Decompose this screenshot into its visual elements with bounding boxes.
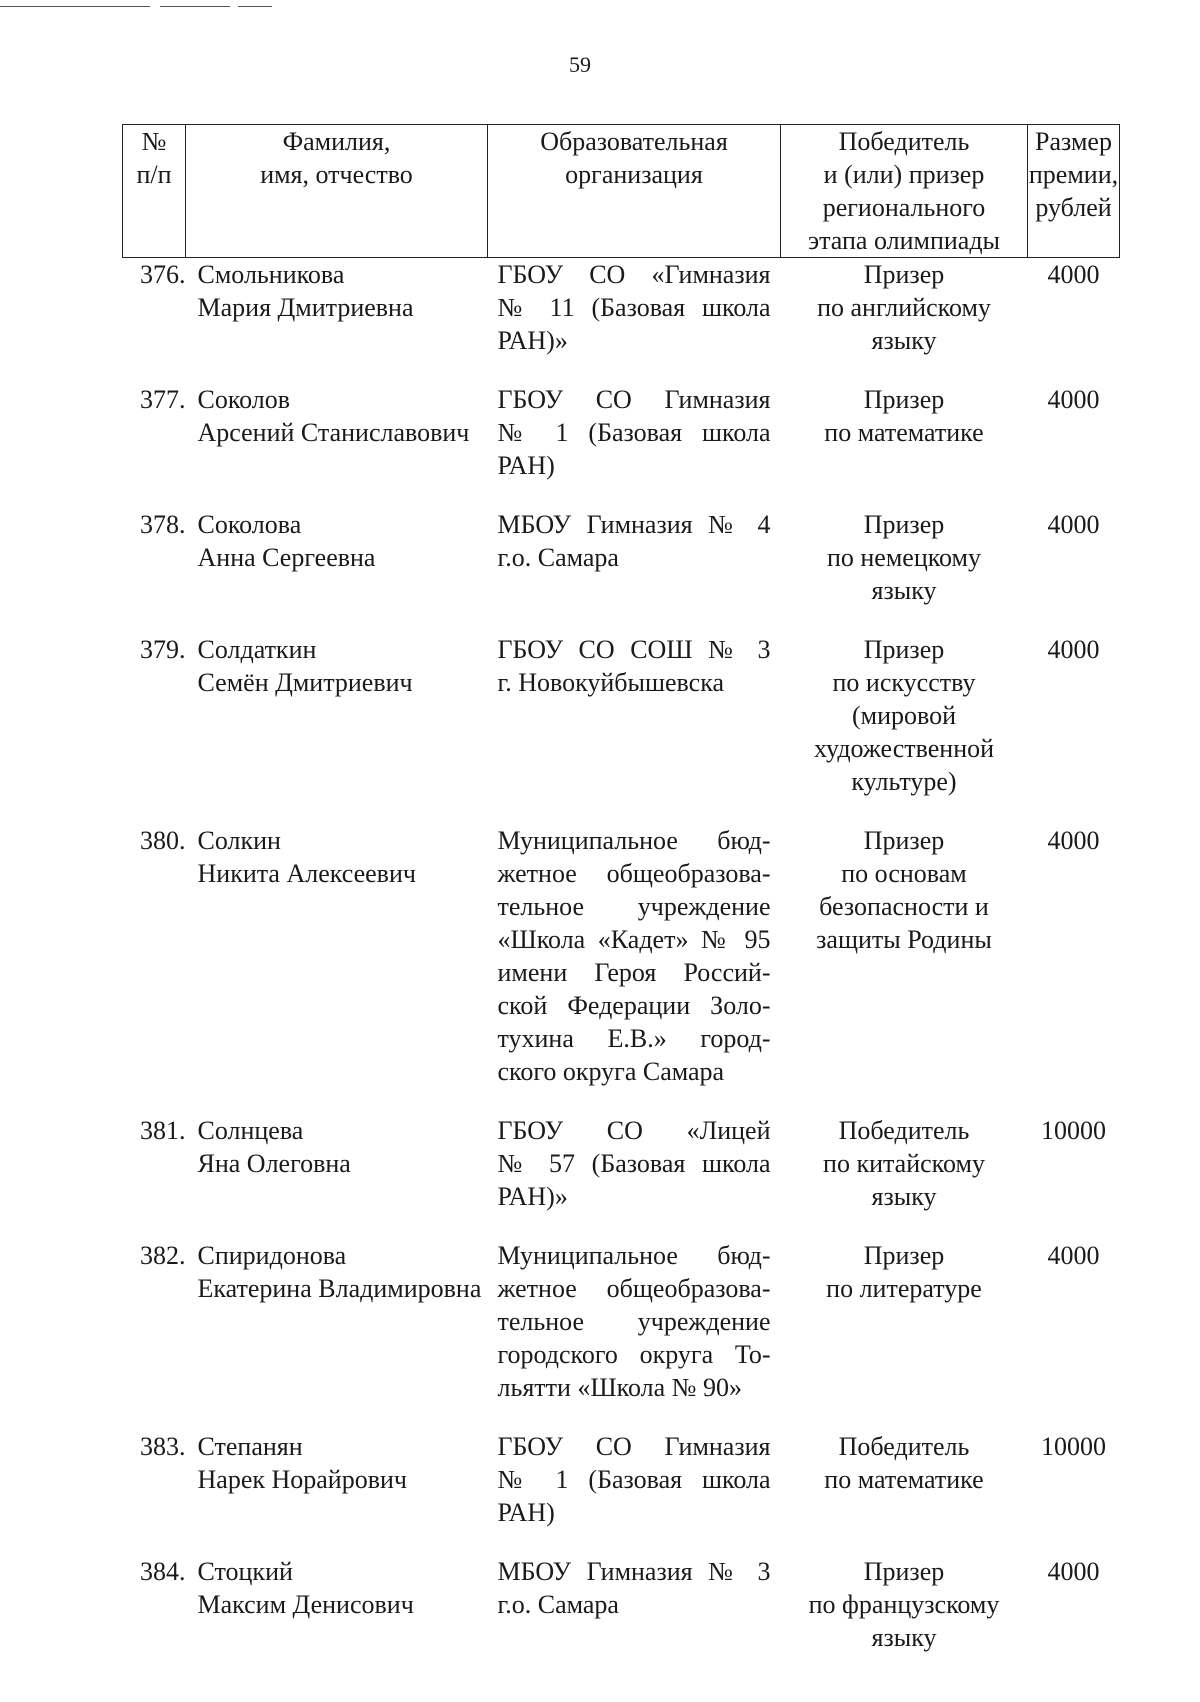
award-status-line: защиты Родины: [816, 925, 992, 954]
table-row: [123, 383, 1120, 508]
award-status-line: (мировой: [851, 701, 957, 730]
row-number: 382.: [140, 1241, 186, 1270]
award-status-line: по немецкому: [826, 543, 982, 572]
award-status-line: языку: [871, 576, 937, 605]
person-name: [186, 1114, 488, 1239]
prize-amount: 4000: [1047, 1241, 1100, 1270]
header-text-line: организация: [565, 160, 703, 189]
person-name-line: Екатерина Владимировна: [197, 1274, 482, 1303]
organization-line: № 11 (Базовая школа: [497, 293, 771, 322]
organization: [488, 633, 781, 824]
prize-amount: 10000: [1041, 1432, 1106, 1461]
organization-line: ГБОУ СО Гимназия: [497, 1432, 771, 1461]
table-row: [123, 824, 1120, 1114]
award-status-line: культуре): [851, 767, 957, 796]
header-text-line: Образовательная: [540, 127, 728, 156]
organization-line: МБОУ Гимназия № 4: [497, 510, 771, 539]
header-name: [186, 125, 488, 258]
organization-line: г. Новокуйбышевска: [497, 668, 724, 697]
person-name: [186, 1555, 488, 1680]
award-status-line: по китайскому: [823, 1149, 985, 1178]
person-name-line: Солкин: [197, 826, 281, 855]
award-status: [781, 508, 1028, 633]
organization-line: РАН): [497, 451, 555, 480]
header-award: [781, 125, 1028, 258]
award-status-line: Призер: [863, 1557, 945, 1586]
row-number: 383.: [140, 1432, 186, 1461]
award-status-line: Призер: [863, 635, 945, 664]
award-status: [781, 1114, 1028, 1239]
organization: [488, 1114, 781, 1239]
award-status: [781, 258, 1028, 384]
person-name-line: Никита Алексеевич: [197, 859, 416, 888]
olympiad-winners-table: [122, 124, 1120, 1680]
person-name-line: Соколова: [197, 510, 302, 539]
award-status-line: по французскому: [808, 1590, 1000, 1619]
header-text-line: п/п: [136, 160, 172, 189]
organization-line: ской Федерации Золо-: [497, 991, 771, 1020]
table-row: [123, 1114, 1120, 1239]
award-status: [781, 383, 1028, 508]
award-status-line: Призер: [863, 260, 945, 289]
person-name-line: Максим Денисович: [197, 1590, 414, 1619]
header-text-line: Фамилия,: [282, 127, 391, 156]
organization-line: № 1 (Базовая школа: [497, 418, 771, 447]
organization-line: ского округа Самара: [497, 1057, 725, 1086]
person-name: [186, 1239, 488, 1430]
organization-line: тухина Е.В.» город-: [497, 1024, 771, 1053]
organization: [488, 383, 781, 508]
award-status-line: художественной: [813, 734, 995, 763]
person-name-line: Солдаткин: [197, 635, 317, 664]
organization-line: г.о. Самара: [497, 1590, 619, 1619]
person-name-line: Арсений Станиславович: [197, 418, 470, 447]
person-name: [186, 824, 488, 1114]
person-name-line: Стоцкий: [197, 1557, 293, 1586]
header-organization: [488, 125, 781, 258]
organization-line: жетное общеобразова-: [497, 1274, 771, 1303]
organization-line: жетное общеобразова-: [497, 859, 771, 888]
organization-line: льятти «Школа № 90»: [497, 1373, 742, 1402]
person-name-line: Солнцева: [197, 1116, 304, 1145]
table-row: [123, 1430, 1120, 1555]
award-status: [781, 824, 1028, 1114]
person-name-line: Анна Сергеевна: [197, 543, 376, 572]
scan-edge-line-right: [238, 6, 272, 7]
person-name-line: Нарек Норайрович: [197, 1465, 407, 1494]
organization: [488, 824, 781, 1114]
row-number: 381.: [140, 1116, 186, 1145]
person-name-line: Степанян: [197, 1432, 303, 1461]
award-status-line: языку: [871, 326, 937, 355]
prize-amount: 4000: [1047, 826, 1100, 855]
header-text-line: рублей: [1035, 193, 1112, 222]
table-row: [123, 1555, 1120, 1680]
header-number: [123, 125, 186, 258]
person-name: [186, 383, 488, 508]
organization-line: Муниципальное бюд-: [497, 826, 771, 855]
table-row: [123, 258, 1120, 384]
header-prize-amount: [1028, 125, 1120, 258]
award-status-line: по искусству: [832, 668, 976, 697]
table-row: [123, 1239, 1120, 1430]
prize-amount: 4000: [1047, 385, 1100, 414]
row-number: 378.: [140, 510, 186, 539]
organization-line: № 1 (Базовая школа: [497, 1465, 771, 1494]
award-status-line: Призер: [863, 1241, 945, 1270]
award-status-line: Призер: [863, 826, 945, 855]
award-status-line: языку: [871, 1182, 937, 1211]
award-status-line: по математике: [824, 1465, 984, 1494]
person-name-line: Семён Дмитриевич: [197, 668, 413, 697]
award-status-line: Призер: [863, 510, 945, 539]
organization-line: ГБОУ СО «Лицей: [497, 1116, 771, 1145]
organization-line: ГБОУ СО «Гимназия: [497, 260, 771, 289]
header-text-line: №: [141, 127, 167, 156]
organization-line: «Школа «Кадет» № 95: [497, 925, 771, 954]
organization-line: МБОУ Гимназия № 3: [497, 1557, 771, 1586]
award-status: [781, 1555, 1028, 1680]
row-number: 380.: [140, 826, 186, 855]
prize-amount: 4000: [1047, 635, 1100, 664]
award-status-line: Победитель: [838, 1116, 970, 1145]
header-text-line: регионального: [822, 193, 986, 222]
prize-amount: 10000: [1041, 1116, 1106, 1145]
table-header-row: [123, 125, 1120, 258]
award-status-line: Призер: [863, 385, 945, 414]
award-status-line: Победитель: [838, 1432, 970, 1461]
person-name-line: Спиридонова: [197, 1241, 347, 1270]
prize-amount: 4000: [1047, 510, 1100, 539]
award-status: [781, 1430, 1028, 1555]
row-number: 384.: [140, 1557, 186, 1586]
person-name: [186, 633, 488, 824]
prize-amount: 4000: [1047, 1557, 1100, 1586]
organization-line: РАН)»: [497, 326, 568, 355]
organization-line: г.о. Самара: [497, 543, 619, 572]
table-header: [123, 125, 1120, 258]
organization-line: № 57 (Базовая школа: [497, 1149, 771, 1178]
organization: [488, 258, 781, 384]
organization-line: городского округа То-: [497, 1340, 771, 1369]
organization-line: РАН)»: [497, 1182, 568, 1211]
organization-line: тельное учреждение: [497, 892, 771, 921]
prize-amount: 4000: [1047, 260, 1100, 289]
organization-line: имени Героя Россий-: [497, 958, 771, 987]
table-row: [123, 633, 1120, 824]
organization: [488, 1239, 781, 1430]
header-text-line: этапа олимпиады: [807, 226, 1001, 255]
award-status-line: безопасности и: [819, 892, 989, 921]
organization-line: ГБОУ СО Гимназия: [497, 385, 771, 414]
row-number: 377.: [140, 385, 186, 414]
award-status-line: по английскому: [817, 293, 991, 322]
organization-line: Муниципальное бюд-: [497, 1241, 771, 1270]
award-status-line: по литературе: [826, 1274, 982, 1303]
award-status-line: по математике: [824, 418, 984, 447]
person-name: [186, 258, 488, 384]
header-text-line: и (или) призер: [823, 160, 985, 189]
person-name-line: Смольникова: [197, 260, 345, 289]
award-status-line: языку: [871, 1623, 937, 1652]
person-name: [186, 1430, 488, 1555]
award-status-line: по основам: [841, 859, 967, 888]
organization-line: ГБОУ СО СОШ № 3: [497, 635, 771, 664]
organization: [488, 508, 781, 633]
header-text-line: премии,: [1028, 160, 1119, 189]
person-name-line: Яна Олеговна: [197, 1149, 351, 1178]
award-status: [781, 1239, 1028, 1430]
header-text-line: имя, отчество: [260, 160, 413, 189]
person-name-line: Мария Дмитриевна: [197, 293, 414, 322]
row-number: 379.: [140, 635, 186, 664]
organization-line: РАН): [497, 1498, 555, 1527]
person-name: [186, 508, 488, 633]
award-status: [781, 633, 1028, 824]
organization: [488, 1430, 781, 1555]
organization: [488, 1555, 781, 1680]
row-number: 376.: [140, 260, 186, 289]
table-row: [123, 508, 1120, 633]
page-number: 59: [569, 52, 591, 77]
header-text-line: Победитель: [838, 127, 970, 156]
scan-edge-line-left: [0, 6, 150, 7]
organization-line: тельное учреждение: [497, 1307, 771, 1336]
scan-edge-line-mid: [160, 6, 230, 7]
header-text-line: Размер: [1035, 127, 1112, 156]
table-body: [123, 258, 1120, 1681]
person-name-line: Соколов: [197, 385, 291, 414]
